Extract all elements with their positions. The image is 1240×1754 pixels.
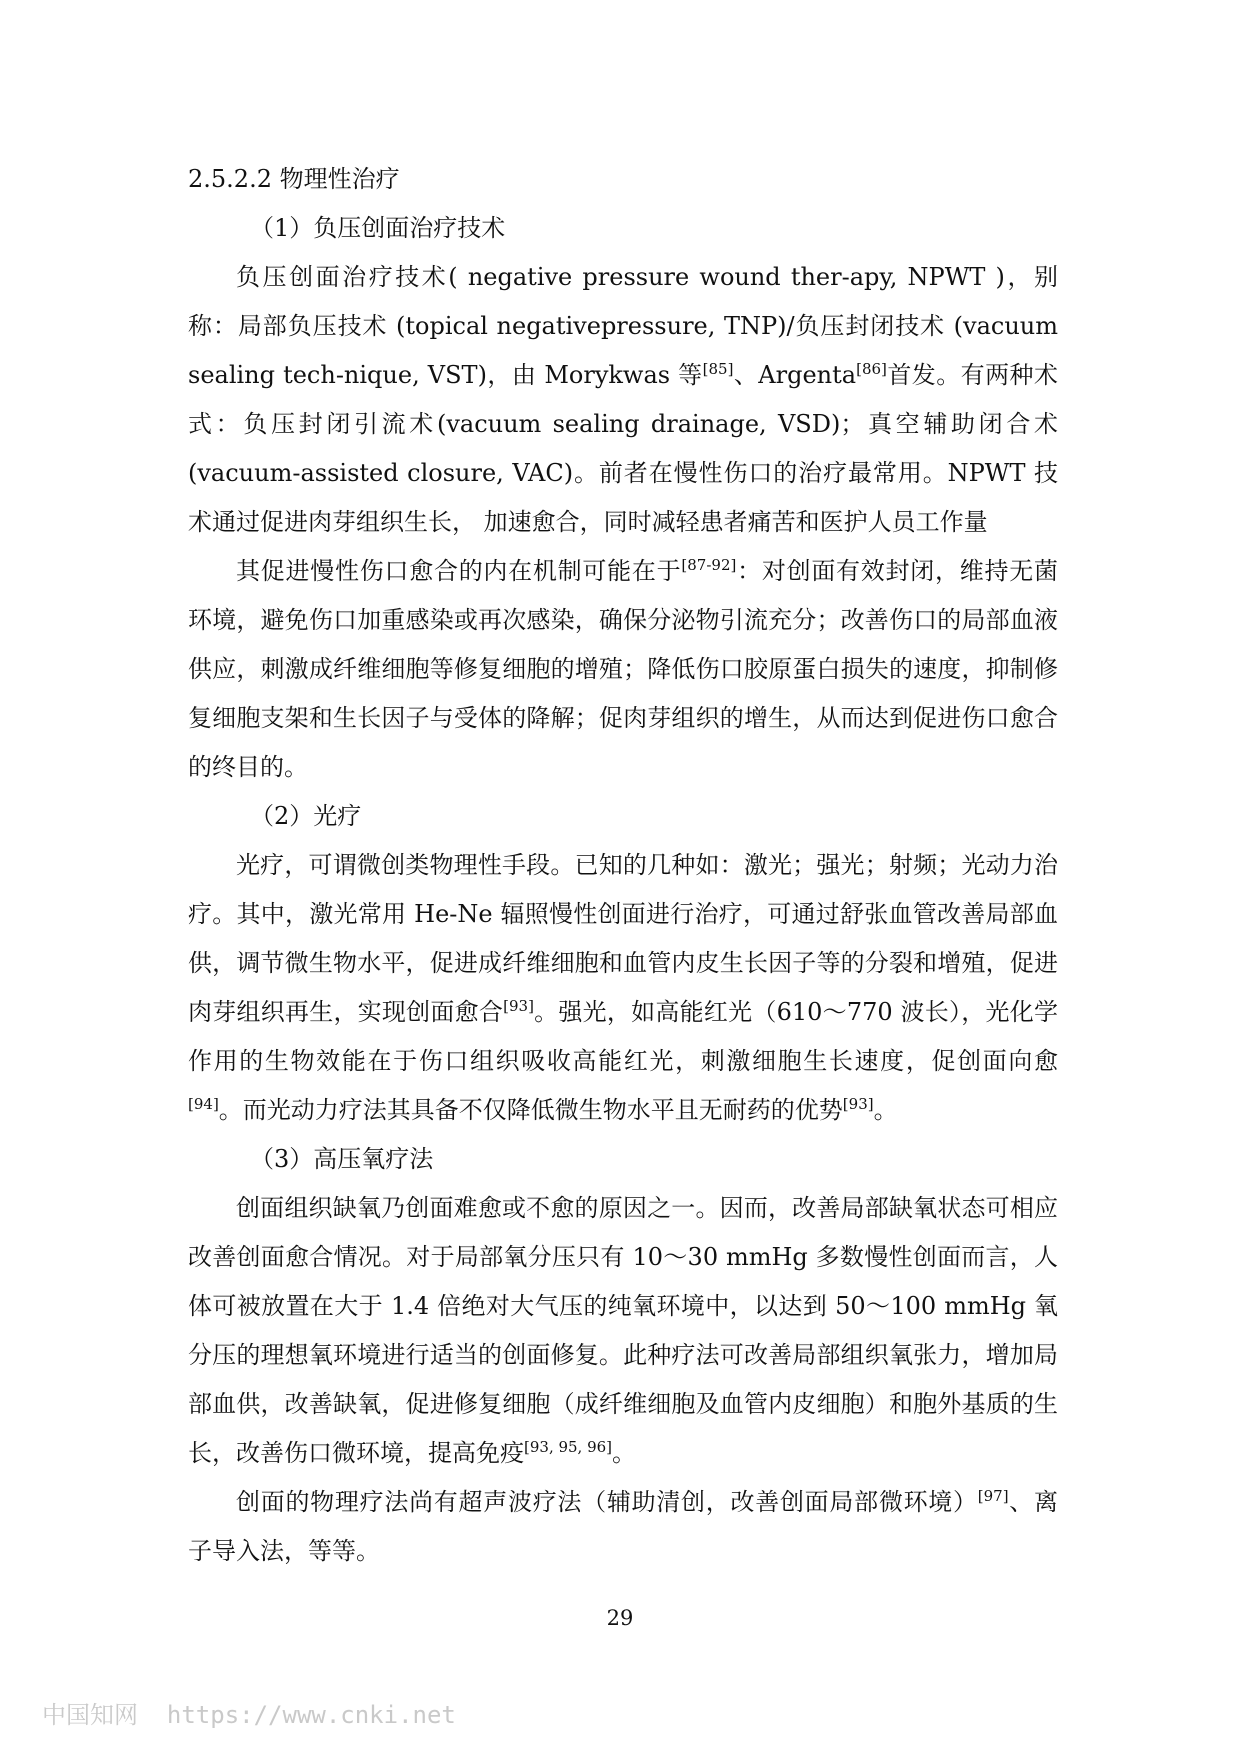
citation-ref: [94] [188,1095,219,1113]
subheading-hyperbaric: （3）高压氧疗法 [250,1145,434,1173]
citation-ref: [93] [503,997,534,1015]
paragraph-phototherapy: 光疗，可谓微创类物理性手段。已知的几种如：激光；强光；射频；光动力治疗。其中，激光常用 He-Ne 辐照慢性创面进行治疗，可通过舒张血管改善局部血供，调节微生物水平，促进成纤维细胞和血管内皮生长因子等的分裂和增殖，促进肉芽组织再生，实现创面愈合[93]。强光，如高能红光（610～770 波长），光化学作用的生物效能在于伤口组织吸收高能红光，刺激细胞生长速度，促创面向愈[94]。而光动力疗法其具备不仅降低微生物水平且无耐药的优势[93]。 [188,851,1059,1124]
cnki-watermark: 中国知网 https://www.cnki.net [42,1701,456,1729]
paragraph-npwt-intro: 负压创面治疗技术( negative pressure wound ther-apy, NPWT )，别称：局部负压技术 (topical negativepressure, TNP)/负压封闭技术 (vacuum sealing tech-nique, VST)，由 Morykwas 等[85]、Argenta[86]首发。有两种术式：负压封闭引流术(vacuum sealing drainage, VSD)；真空辅助闭合术(vacuum-assisted closure, VAC)。前者在慢性伤口的治疗最常用。NPWT 技术通过促进肉芽组织生长， 加速愈合，同时减轻患者痛苦和医护人员工作量 [188,263,1058,536]
page-number: 29 [606,1606,634,1630]
citation-ref: [93] [842,1095,874,1113]
section-heading: 2.5.2.2 物理性治疗 [188,165,400,193]
paragraph-other-therapies: 创面的物理疗法尚有超声波疗法（辅助清创，改善创面局部微环境）[97]、离子导入法，等等。 [188,1487,1059,1565]
citation-ref: [93, 95, 96] [524,1438,613,1456]
subheading-npwt: （1）负压创面治疗技术 [250,214,506,242]
subheading-phototherapy: （2）光疗 [250,802,362,830]
page-content [188,155,1058,1576]
paragraph-npwt-mechanism: 其促进慢性伤口愈合的内在机制可能在于[87-92]：对创面有效封闭，维持无菌环境，避免伤口加重感染或再次感染，确保分泌物引流充分；改善伤口的局部血液供应，刺激成纤维细胞等修复细胞的增殖；降低伤口胶原蛋白损失的速度，抑制修复细胞支架和生长因子与受体的降解；促肉芽组织的增生，从而达到促进伤口愈合的终目的。 [188,556,1059,781]
citation-ref: [87-92] [681,556,737,574]
paragraph-hyperbaric: 创面组织缺氧乃创面难愈或不愈的原因之一。因而，改善局部缺氧状态可相应改善创面愈合情况。对于局部氧分压只有 10～30 mmHg 多数慢性创面而言，人体可被放置在大于 1.4 倍绝对大气压的纯氧环境中，以达到 50～100 mmHg 氧分压的理想氧环境进行适当的创面修复。此种疗法可改善局部组织氧张力，增加局部血供，改善缺氧，促进修复细胞（成纤维细胞及血管内皮细胞）和胞外基质的生长，改善伤口微环境，提高免疫[93, 95, 96]。 [188,1194,1058,1467]
citation-ref: [86] [856,360,887,378]
citation-ref: [97] [977,1487,1009,1505]
citation-ref: [85] [702,360,734,378]
